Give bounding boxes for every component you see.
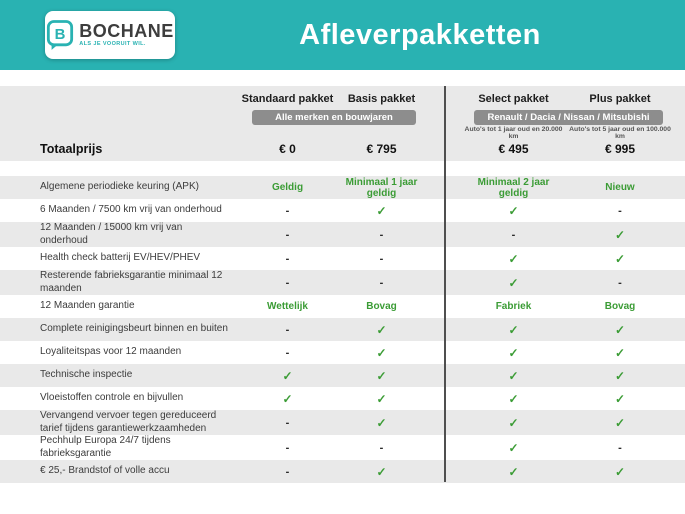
check-icon: ✓ [614, 322, 626, 337]
row-label: € 25,- Brandstof of volle accu [40, 465, 170, 477]
check-icon: ✓ [508, 322, 519, 337]
check-icon: ✓ [614, 391, 626, 406]
table-row [0, 270, 685, 295]
dash-mark: - [285, 323, 290, 336]
badge-renault-group: Renault / Dacia / Nissan / Mitsubishi [474, 110, 663, 125]
row-label: Complete reinigingsbeurt binnen en buiten [40, 323, 228, 335]
value-text: Minimaal 1 jaar geldig [345, 176, 418, 199]
check-icon: ✓ [508, 440, 519, 455]
check-icon: ✓ [508, 251, 519, 266]
table-row [0, 460, 685, 483]
svg-text:B: B [54, 26, 66, 44]
spacer [0, 70, 685, 86]
price-standaard: € 0 [279, 142, 296, 156]
column-header-select: Select pakket [478, 92, 549, 105]
check-icon: ✓ [376, 322, 387, 337]
check-icon: ✓ [282, 391, 293, 406]
row-label: Technische inspectie [40, 369, 133, 381]
check-icon: ✓ [376, 391, 387, 406]
row-label: 6 Maanden / 7500 km vrij van onderhoud [40, 204, 222, 216]
check-icon: ✓ [508, 391, 519, 406]
row-label: Pechhulp Europa 24/7 tijdens fabrieksgarantie [40, 435, 171, 459]
dash-mark: - [285, 228, 290, 241]
dash-mark: - [285, 276, 290, 289]
table-header-band [0, 86, 685, 161]
dash-mark: - [618, 204, 622, 217]
table-row [0, 410, 685, 435]
subtitle-select: Auto's tot 1 jaar oud en 20.000 km [464, 126, 563, 140]
value-text: Bovag [604, 301, 636, 312]
table-row [0, 222, 685, 247]
check-icon: ✓ [614, 368, 626, 383]
page-title: Afleverpakketten [299, 18, 541, 51]
logo-text [79, 22, 174, 48]
dash-mark: - [285, 346, 290, 359]
column-divider [444, 86, 446, 482]
check-icon: ✓ [614, 227, 626, 242]
value-text: Bovag [366, 301, 397, 312]
check-icon: ✓ [508, 368, 519, 383]
subtitles-row [0, 126, 685, 140]
brand-name: BOCHANE [79, 21, 174, 42]
check-icon: ✓ [376, 415, 387, 430]
column-header-standaard: Standaard pakket [241, 92, 334, 105]
table-row [0, 364, 685, 387]
subtitle-plus: Auto's tot 5 jaar oud en 100.000 km [569, 126, 671, 140]
table-row [0, 387, 685, 410]
value-text: Minimaal 2 jaar geldig [477, 176, 550, 199]
check-icon: ✓ [508, 464, 519, 479]
check-icon: ✓ [376, 345, 387, 360]
dash-mark: - [285, 204, 290, 217]
table-row [0, 435, 685, 460]
column-headers-row [0, 90, 685, 107]
check-icon: ✓ [614, 345, 626, 360]
check-icon: ✓ [508, 345, 519, 360]
dash-mark: - [285, 416, 290, 429]
price-select: € 495 [498, 142, 529, 156]
brand-tagline: ALS JE VOORUIT WIL. [79, 41, 146, 48]
bochane-logo [45, 11, 175, 59]
total-price-label: Totaalprijs [40, 142, 103, 156]
feature-rows [0, 176, 685, 483]
row-label: Health check batterij EV/HEV/PHEV [40, 252, 201, 264]
table-row [0, 295, 685, 318]
row-label: Resterende fabrieksgarantie minimaal 12 maanden [40, 270, 223, 294]
row-label: Loyaliteitspas voor 12 maanden [40, 346, 182, 358]
dash-mark: - [379, 276, 384, 289]
check-icon: ✓ [376, 203, 387, 218]
value-text: Geldig [271, 182, 304, 193]
dash-mark: - [379, 252, 384, 265]
price-plus: € 995 [604, 142, 636, 156]
column-header-basis: Basis pakket [347, 92, 416, 105]
row-label: Vervangend vervoer tegen gereduceerd tarief tijdens garantiewerkzaamheden [40, 410, 217, 434]
bochane-b-icon [46, 19, 74, 51]
table-row [0, 176, 685, 199]
check-icon: ✓ [614, 415, 626, 430]
row-label: Vloeistoffen controle en bijvullen [40, 392, 184, 404]
value-text: Fabriek [495, 301, 532, 312]
check-icon: ✓ [614, 251, 626, 266]
value-text: Nieuw [605, 182, 635, 193]
dash-mark: - [618, 276, 622, 289]
dash-mark: - [379, 441, 384, 454]
dash-mark: - [285, 441, 290, 454]
row-label: 12 Maanden garantie [40, 300, 135, 312]
price-basis: € 795 [366, 142, 397, 156]
check-icon: ✓ [376, 464, 387, 479]
badge-all-brands: Alle merken en bouwjaren [252, 110, 416, 125]
dash-mark: - [379, 228, 384, 241]
check-icon: ✓ [508, 275, 519, 290]
table-row [0, 199, 685, 222]
table-row [0, 318, 685, 341]
column-header-plus: Plus pakket [589, 92, 651, 105]
spacer [0, 161, 685, 176]
top-header-bar [0, 0, 685, 70]
table-row [0, 341, 685, 364]
dash-mark: - [285, 465, 290, 478]
dash-mark: - [618, 441, 622, 454]
dash-mark: - [511, 228, 516, 241]
row-label: 12 Maanden / 15000 km vrij van onderhoud [40, 222, 183, 246]
total-price-row [0, 137, 685, 161]
row-label: Algemene periodieke keuring (APK) [40, 181, 199, 193]
value-text: Wettelijk [267, 301, 308, 312]
dash-mark: - [285, 252, 290, 265]
check-icon: ✓ [614, 464, 626, 479]
check-icon: ✓ [508, 415, 519, 430]
check-icon: ✓ [508, 203, 519, 218]
table-row [0, 247, 685, 270]
check-icon: ✓ [282, 368, 293, 383]
badges-row [0, 107, 685, 126]
check-icon: ✓ [376, 368, 387, 383]
